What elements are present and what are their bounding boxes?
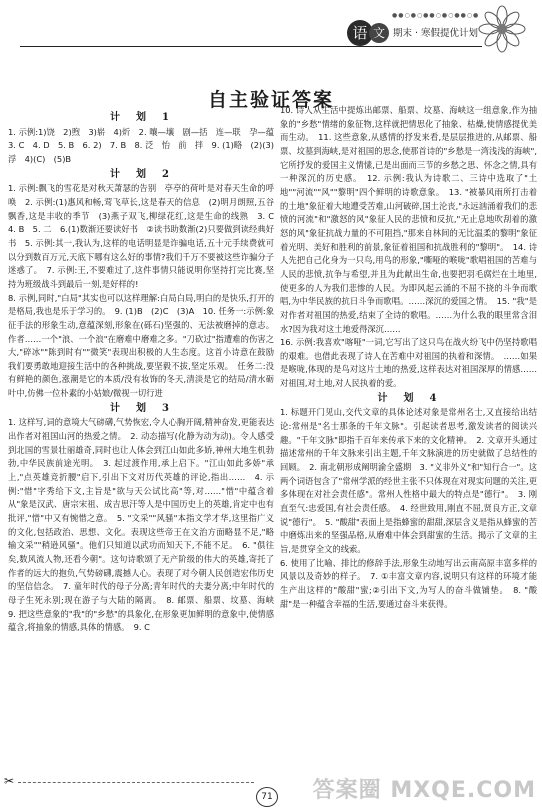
answer-paragraph: 16. 示例:我喜欢"喀哑"一词,它写出了这只鸟在战火纷飞中仍坚持歌唱的艰难。也借此表现了诗人在苦难中对祖国的执着和深情。 ……如果是喉咙,体现的是鸟对这片土地的热爱,这样表达对祖国深厚的情感……对祖国,对土地,对人民执着的爱。	[280, 337, 537, 389]
answer-paragraph: 1. 这样写,词的意境大气磅礴,气势恢宏,令人心胸开阔,精神奋发,更能表达出作者对祖国山河的热爱之情。 2. 动态描写(化静为动为动)。令人感受到北国的雪景壮丽雄奇,同时也让人体会到江山如此多娇,神州大地生机勃勃,中华民族前途光明。 3. 起过渡作用,承上启下。"江山如此多娇"承上,"点英雄竞折腰"启下,引出下文对历代英雄的评论,指出…… 4. 示例:"惜"字秀给下文,主旨是"欲与天公试比高"等,对……"惜"中蕴含着从"象是汉武、唐宗宋祖、成吉思汗等人是中国历史上的英雄,肯定中也有批评,"惜"中又有惋惜之意。 5. "文采""风骚"本指文学才华,这里指广义的文化,包括政治、思想、文化。表现这些帝王在文治方面略显不足,"略输文采""稍逊风骚"。他们只知道以武功而知天下,不能不足。 6. "俱往矣,数风流人物,还看今朝"。这句诗歌颂了无产阶级的伟大的英雄,寄托了作者的远大的抱负,气势磅礴,震撼人心。表现了对今朝人民创造宏伟历史的坚信信念。 7. 童年时代的母子分离;青年时代的夫妻分离;中年时代的母子生死永别;现在游子与大陆的隔离。 8. 邮票、船票、坟墓、海峡 9. 把这些意象的"我"的"乡愁"的具象化,在形象更加鲜明的意象中,使情感蕴含,将抽象的情感,具体的情感。 9. C	[8, 417, 283, 633]
page-header	[0, 0, 542, 58]
answer-paragraph: 1. 标题开门见山,交代文章的具体论述对象是常州名士,又直接给出结论:常州是"名士那条的千年文脉"。引起读者思考,激发读者的阅读兴趣。"千年文脉"即指千百年来传承下来的文化精神。 2. 文章开头通过描述常州的千年文脉来引出主题,千年文脉演进的历史就做了总结性的回顾。 2. 南北朝形成阐明渝全盛期 3. "义非外义"和"知行合一"。这两个词语包含了"常州学派的经世主张不只体现在对现实问题的关注,更多体现在对社会责任感"。常州人性格中最大的特点是"德行"。 3. 刚直至气:忠爱国,有社会责任感。 4. 经世致用,刚直不屈,贤良方正,文章说"德行"。 5. "酸甜"表面上是指蜂蜜的甜甜,深层含义是指从蜂蜜的苦中磨炼出来的坚强品格,从磨难中体会到甜蜜的生活。揭示了文章的主旨,是贯穿全文的线索。	[280, 407, 537, 554]
subject-badge-1: 语	[347, 20, 373, 46]
answer-paragraph: 1. 示例:1)饶 2)煦 3)崭 4)炘 2. 嚷—壤 剧—括 连—联 孕—蕴 3. C 4. D 5. B 6. 2) 7. B 8. 泛 怡 前 拌 9. (1)略 (2)(3)浮 4)(C) (5)B	[8, 126, 283, 164]
left-column	[8, 110, 283, 635]
section-heading: 计 划 2	[110, 168, 172, 180]
right-column	[280, 104, 537, 611]
scissors-icon: ✂	[4, 774, 15, 788]
answer-paragraph: 10. 诗人从生活中提炼出邮票、船票、坟墓、海峡这一组意象,作为抽象的"乡愁"情绪的象征物,这样就把情思化了抽象、枯燥,使情感提优美而生动。 11. 这些意象,从感情的抒发来看,是层层推进的,从邮票、船票、坟墓到海峡,是对祖国的思念,使那首诗的"乡愁是一湾浅浅的海峡",它所抒发的爱国主义情愫,已是出面而三节的乡愁之思、怀念之情,具有一种深沉的历史感。 12. 示例:我认为诗歌二、三诗中选取了"土地""河流""风""黎明"四个鲜明的诗歌意象。 13. "被暴风雨所打击着的土地"象征着大地遭受苦难,山河破碎,国土沦丧,"永远汹涌着我们的悲愤的河流"和"激怒的风"象征人民的悲愤和反抗,"无止息地吹刮着的激怒的风"象征抗战力量的不可阻挡,"那来自林间的无比温柔的黎明"象征着光明、美好和胜利的前景,象征着祖国和抗战胜利的"黎明"。 14. 诗人先把自己化身为一只鸟,用鸟的形象,"嘶哑的喉咙"歌唱祖国的苦难与人民的悲愤,抗争与希望,并且为此献出生命,也要把羽毛腐烂在土地里,使更多的人为我们悲惨的人民。为即风起云涌的不屈不挠的斗争而歌唱,为中华民族的抗日斗争而歌唱。……深沉的爱国之情。 15. "我"是对作者对祖国的热爱,结束了全诗的歌唱。……为什么我的眼里常含泪水?因为我对这土地爱得深沉……	[280, 105, 537, 334]
answer-paragraph: 8. 示例,同时,"白局"其实也可以这样理解:白局白局,明白的是快乐,打开的是格局,我也是乐于学习的。 9. (1)B (2)C (3)A 10. 任务一:示例:象征手法的形象生动,意蕴深刻,形象在(砾石)坚强的、无法被磨掉的意志。作者……一个"浪、一个浪"在磨难中磨难之多。"刀砍过"指遭难的伤害之大,"碎冰""陈到时有""微笑"表现出积极的人生态度。这首小诗意在鼓励我们要勇敢地迎接生活中的各种挑战,要坚毅不拔,坚定乐观。 任务二:没有鲜艳的颜色,涨潮是它的本质/没有妆饰的冬天,清淡是它的结局/清水砺叶中,仿佛一位朴素的小姑娘/微视一切行进	[8, 292, 274, 399]
series-name: 期末 · 寒假提优计划	[393, 28, 479, 39]
subject-badge-2: 文	[369, 23, 389, 43]
decorative-dots-icon: ●●○●○●●○●○●●○●	[392, 12, 480, 19]
answer-paragraph: 6. 使用了比喻、排比的修辞手法,形象生动地写出云南高原丰富多样的风景以及奇妙的样子。 7. ①丰富文章内容,说明只有这样的环境才能生产出这样的"酸甜"蜜;②引出下文,为写人的奋斗做铺垫。 8. "酸甜"是一种蕴含幸福的生活,要通过奋斗来获得。	[280, 557, 537, 609]
cut-line	[18, 782, 254, 783]
watermark: 答案圈 MXQE.COM	[312, 778, 536, 803]
section-heading: 计 划 3	[110, 402, 172, 414]
page-number: 71	[256, 787, 278, 807]
flower-icon	[477, 4, 527, 54]
page-title: 自主验证答案	[207, 89, 334, 111]
header-rule	[20, 46, 482, 47]
answer-paragraph: 1. 示例:飘飞的雪花是对秋天萧瑟的告别 亭亭的荷叶是对春天生命的呼唤 2. 示例:(1)惠风和畅,莺飞草长,这是春天的信息 (2)明月朗照,五谷飘香,这是丰收的季节 (3)燕子双飞,柳绿花红,这是生命的线熟 3. C 4. B 5. 二 6.(1)数渐还要读好书 ②读书助数渐(2)只要做到读经典好书 5. 示例:其一,我认为,这样的电话明显是诈骗电话,五十元手续费就可以分到数百万元,天底下哪有这么好的事情?我们千万不要被这些诈骗分子迷惑了。 7. 示例:王,不要难过了,这件事情只能说明你坚持打完比赛,坚持为班级战斗到最后一刻,是好样的!	[8, 183, 283, 289]
section-heading: 计 划 1	[110, 112, 172, 123]
section-heading: 计 划 4	[377, 392, 440, 404]
